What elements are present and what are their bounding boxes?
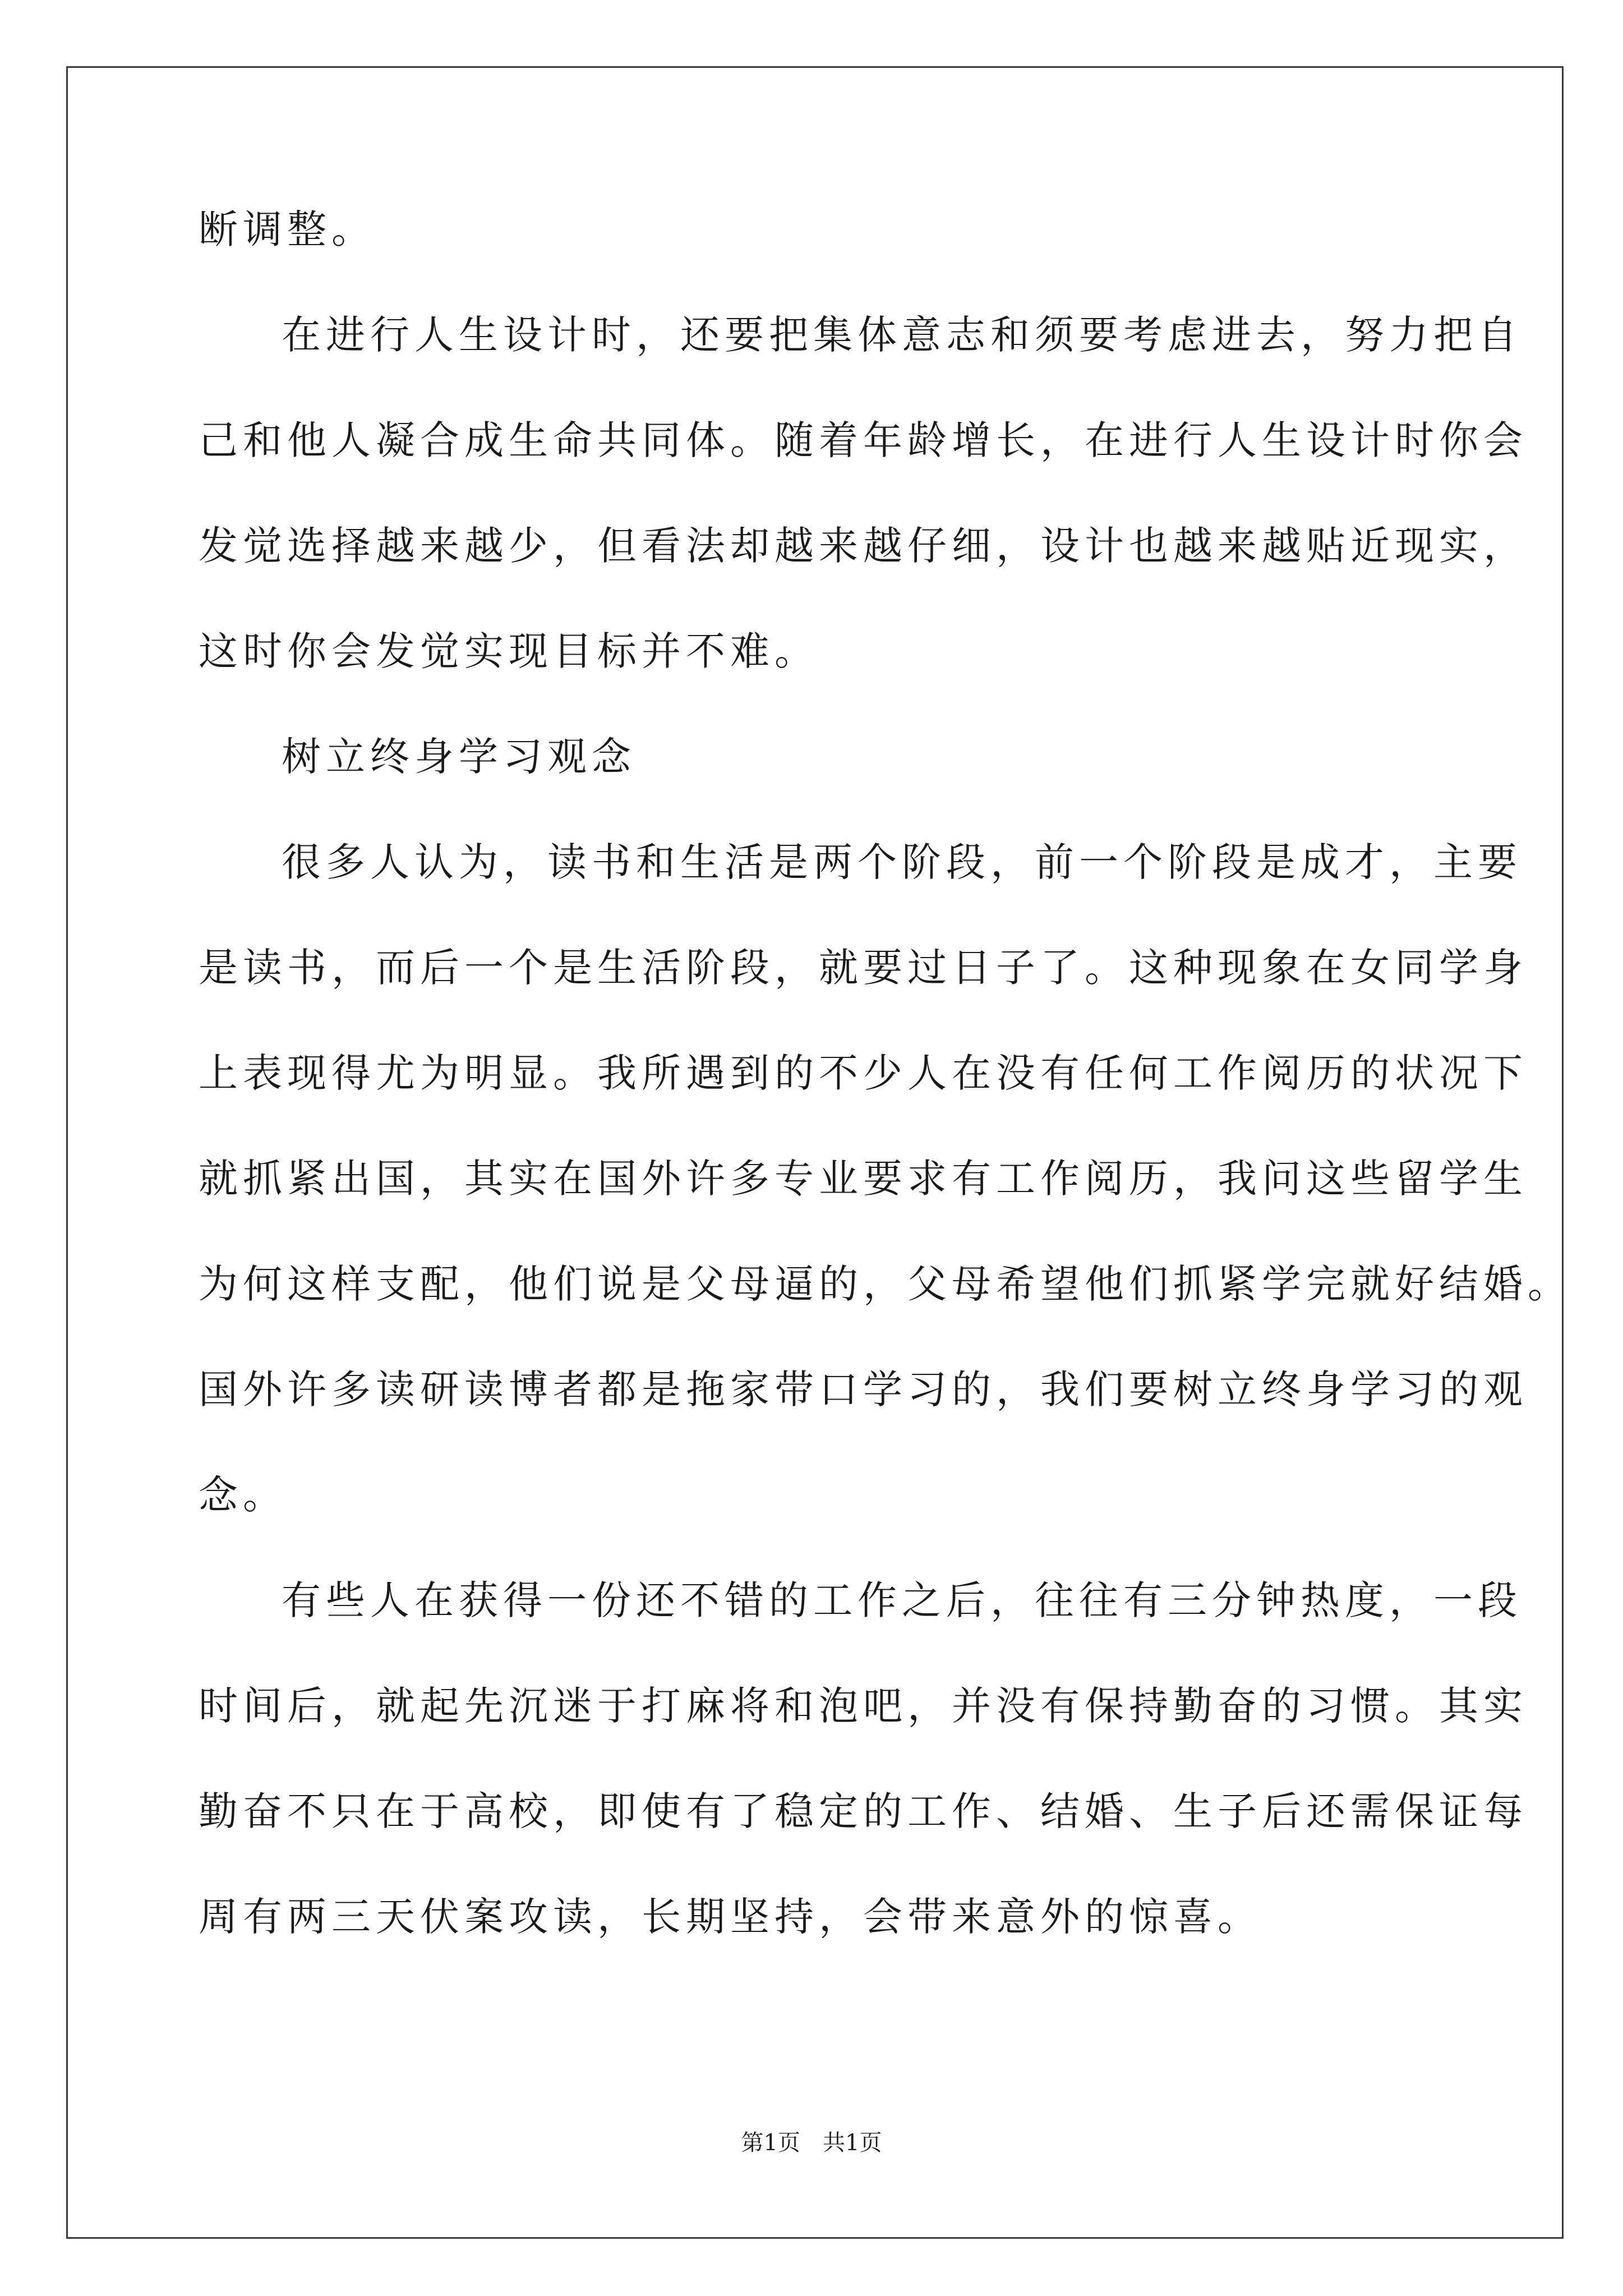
paragraph-4-line-1: 很多人认为，读书和生活是两个阶段，前一个阶段是成才，主要 (282, 839, 1522, 885)
paragraph-2-line-1: 在进行人生设计时，还要把集体意志和须要考虑进去，努力把自 (282, 312, 1522, 358)
paragraph-4-line-6: 国外许多读研读博者都是拖家带口学习的，我们要树立终身学习的观 (199, 1366, 1528, 1412)
paragraph-5-line-4: 周有两三天伏案攻读，长期坚持，会带来意外的惊喜。 (199, 1894, 1262, 1940)
paragraph-4-line-7: 念。 (199, 1472, 287, 1518)
paragraph-2-line-4: 这时你会发觉实现目标并不难。 (199, 628, 819, 674)
document-body (199, 206, 1572, 1940)
paragraph-3-line-1: 树立终身学习观念 (282, 734, 636, 780)
paragraph-5-line-2: 时间后，就起先沉迷于打麻将和泡吧，并没有保持勤奋的习惯。其实 (199, 1683, 1528, 1729)
paragraph-4-line-2: 是读书，而后一个是生活阶段，就要过日子了。这种现象在女同学身 (199, 945, 1528, 991)
page-number-footer: 第1页 共1页 (741, 2130, 882, 2156)
paragraph-2-line-2: 己和他人凝合成生命共同体。随着年龄增长，在进行人生设计时你会 (199, 417, 1528, 463)
paragraph-5-line-3: 勤奋不只在于高校，即使有了稳定的工作、结婚、生子后还需保证每 (199, 1788, 1528, 1834)
paragraph-4-line-3: 上表现得尤为明显。我所遇到的不少人在没有任何工作阅历的状况下 (199, 1050, 1528, 1096)
paragraph-5-line-1: 有些人在获得一份还不错的工作之后，往往有三分钟热度，一段 (282, 1577, 1522, 1623)
paragraph-1-line-1: 断调整。 (199, 206, 376, 252)
paragraph-2-line-3: 发觉选择越来越少，但看法却越来越仔细，设计也越来越贴近现实， (199, 523, 1528, 569)
paragraph-4-line-4: 就抓紧出国，其实在国外许多专业要求有工作阅历，我问这些留学生 (199, 1156, 1528, 1202)
paragraph-4-line-5: 为何这样支配，他们说是父母逼的，父母希望他们抓紧学完就好结婚。 (199, 1261, 1572, 1307)
